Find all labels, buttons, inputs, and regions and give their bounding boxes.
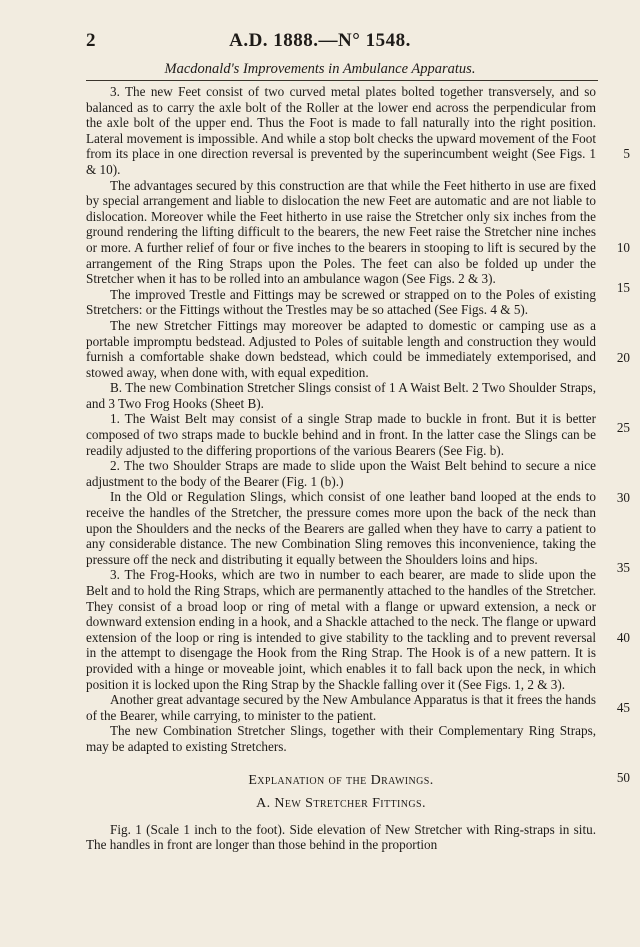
paragraph-trestle: The improved Trestle and Fittings may be screwed or strapped on to the Poles of existing Stretchers: or the Fittings without the Trestles may be so attached (See Figs. 4 & 5).: [86, 286, 596, 318]
paragraph-fig-1: Fig. 1 (Scale 1 inch to the foot). Side elevation of New Stretcher with Ring-straps in situ. The handles in front are longer than those behind in the proportion: [86, 821, 596, 853]
line-number: 45: [616, 700, 630, 715]
line-number: 15: [616, 280, 630, 295]
section-heading: Explanation of the Drawings.: [248, 772, 434, 788]
page-header: [0, 30, 640, 54]
line-number: 30: [616, 490, 630, 505]
paragraph-advantages: The advantages secured by this construction are that while the Feet hitherto in use are fixed by special arrangement and liable to dislocation the new Feet are automatic and are not liable to dislocation. Moreover while the Feet hitherto in use raise the Stretcher only six inches from the ground rendering the lifting difficult to the bearers, the new Feet raise the Stretcher nine inches or more. A further relief of four or five inches to the bearers in stooping to lift is secured by the arrangement of the Ring Straps upon the Poles. The feet can also be folded up under the Stretcher when it has to be rolled into an ambulance wagon (See Figs. 2 & 3).: [86, 177, 596, 287]
line-number: 25: [616, 420, 630, 435]
paragraph-frog-hooks: 3. The Frog-Hooks, which are two in number to each bearer, are made to slide upon the Belt and to hold the Ring Straps, which are permanently attached to the handles of the Stretcher. They consist of a broad loop or ring of metal with a flange or upward extension, a neck or downward extension ending in a hook, and a Shackle attached to the neck. The flange or upward extension of the loop or ring is intended to give stability to the tackling and to prevent reversal in the attempt to disengage the Hook from the Ring Strap. The Hook is of a new pattern. It is provided with a hinge or moveable joint, which enables it to fall back upon the neck, in which position it is locked upon the Ring Strap by the Shackle falling over it (See Figs. 1, 2 & 3).: [86, 567, 596, 692]
line-number: 10: [616, 240, 630, 255]
paragraph-feet: 3. The new Feet consist of two curved metal plates bolted together transversely, and so balanced as to carry the axle bolt of the Roller at the lower end across the perpendicular from the axle bolt of the upper end. Thus the Foot is made to fall naturally into the right position. Lateral movement is impossible. And while a stop bolt checks the upward movement of the Foot from its place in one direction reversal is prevented by the superincumbent weight (See Figs. 1 & 10).: [86, 84, 596, 177]
document-body: [86, 84, 596, 853]
line-number: 40: [616, 630, 630, 645]
paragraph-slings-intro: B. The new Combination Stretcher Slings consist of 1 A Waist Belt. 2 Two Shoulder Straps, and 3 Two Frog Hooks (Sheet B).: [86, 380, 596, 411]
line-number: 35: [616, 560, 630, 575]
paragraph-waist-belt: 1. The Waist Belt may consist of a single Strap made to buckle in front. But it is better composed of two straps made to buckle behind and in front. In the latter case the Slings can be readily adjusted to the differing proportions of the various Bearers (See Fig. b).: [86, 411, 596, 458]
paragraph-old-slings: In the Old or Regulation Slings, which consist of one leather band looped at the ends to receive the handles of the Stretcher, the pressure comes more upon the back of the neck than upon the Shoulders and the necks of the Bearers are galled when they have to carry a patient to any considerable distance. The new Combination Sling removes this inconvenience, taking the pressure off the neck and distributing it equally between the Shoulders loins and hips.: [86, 489, 596, 567]
page-title: A.D. 1888.—N° 1548.: [229, 30, 411, 51]
line-number: 50: [616, 770, 630, 785]
line-number: 20: [616, 350, 630, 365]
line-number: 5: [623, 146, 630, 161]
running-title: Macdonald's Improvements in Ambulance Apparatus.: [164, 61, 476, 77]
margin-line-numbers: [606, 84, 634, 784]
paragraph-fittings-use: The new Stretcher Fittings may moreover be adapted to domestic or camping use as a portable impromptu bedstead. Adjusted to Poles of suitable length and construction they would furnish a comfortable shake down bedstead, which could be immediately extemporised, and stowed away, when done with, with equal expedition.: [86, 317, 596, 380]
page-number: 2: [86, 30, 96, 51]
section-subheading: A. New Stretcher Fittings.: [256, 796, 426, 812]
paragraph-advantage: Another great advantage secured by the New Ambulance Apparatus is that it frees the hands of the Bearer, while carrying, to minister to the patient.: [86, 692, 596, 723]
header-rule: [86, 80, 598, 81]
paragraph-combination-slings: The new Combination Stretcher Slings, together with their Complementary Ring Straps, may be adapted to existing Stretchers.: [86, 723, 596, 754]
paragraph-shoulder-straps: 2. The two Shoulder Straps are made to slide upon the Waist Belt behind to secure a nice adjustment to the body of the Bearer (Fig. 1 (b).): [86, 458, 596, 489]
